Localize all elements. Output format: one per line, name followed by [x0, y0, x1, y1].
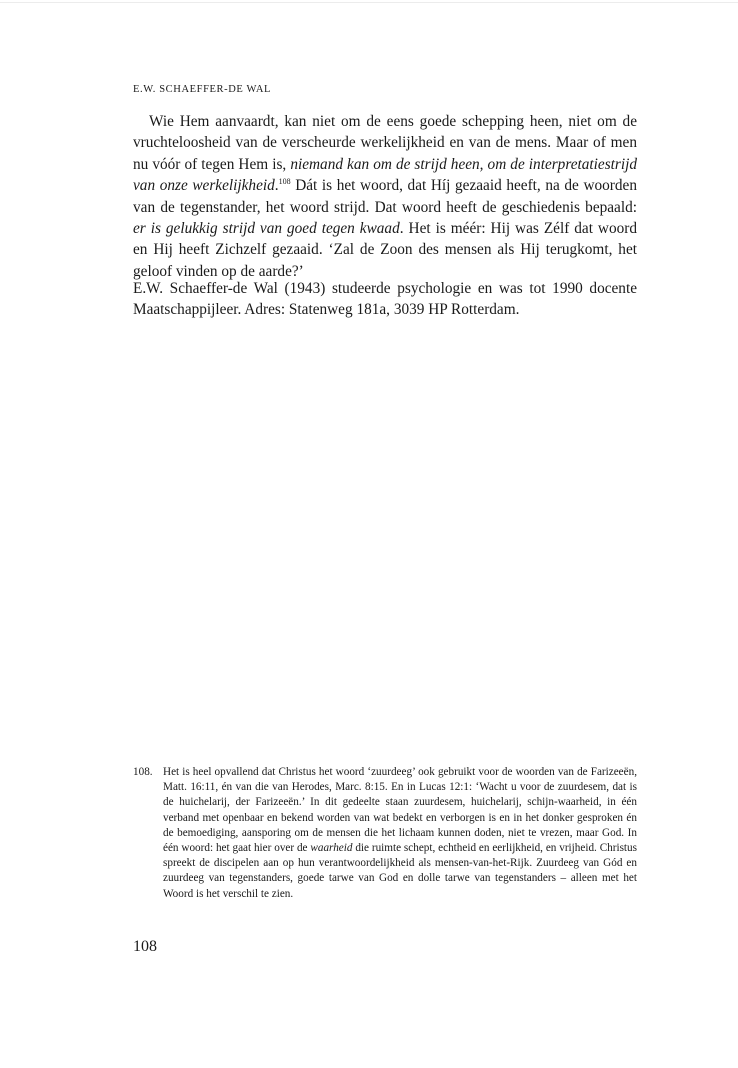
author-bio: E.W. Schaeffer-de Wal (1943) studeerde psychologie en was tot 1990 docente Maatschappijleer. Adres: Statenweg 181a, 3039 HP Rotterdam.: [133, 280, 637, 319]
body-text-2: .: [274, 177, 279, 195]
body-italic-1: niemand kan om de strijd heen, om de interpretatiestrijd van onze werkelijkheid: [133, 155, 637, 195]
top-rule: [0, 2, 738, 3]
body-text-4: . Het is méér: Hij was Zélf dat woord en Hij heeft Zichzelf gezaaid. ‘Zal de Zoon des mensen als Hij terugkomt, het geloof vinden op de aarde?’: [133, 220, 638, 280]
footnote-text: [163, 765, 637, 902]
body-italic-2: er is gelukkig strijd van goed tegen kwaad: [133, 220, 400, 238]
body-text-3: Dát is het woord, dat Híj gezaaid heeft, na de woorden van de tegenstander, het woord strijd. Dat woord heeft de geschiedenis bepaald:: [133, 177, 637, 216]
body-paragraph: [133, 111, 637, 282]
footnote-108: [133, 765, 637, 902]
page-number: 108: [133, 938, 157, 955]
footnote-text-2: die ruimte schept, echtheid en eerlijkheid, en vrijheid. Christus spreekt de discipelen aan op hun verantwoordelijkheid als mensen-van-het-Rijk. Zuurdeeg van Gód en zuurdeeg van tegenstanders, goede tarwe van God en dolle tarwe van tegenstanders – alleen met het Woord is het verschil te zien.: [163, 842, 637, 900]
footnote-reference[interactable]: 108: [278, 177, 291, 187]
footnote-number: 108.: [133, 766, 153, 778]
footnote-italic: waarheid: [310, 842, 353, 855]
footnote-text-1: Het is heel opvallend dat Christus het woord ‘zuurdeeg’ ook gebruikt voor de woorden van de Farizeeën, Matt. 16:11, én van die van Herodes, Marc. 8:15. En in Lucas 12:1: ‘Wacht u voor de zuurdesem, dat is de huichelarij, der Farizeeën.’ In dit gedeelte staan zuurdesem, huichelarij, schijn-waarheid, in één verband met openbaar en bekend worden van wat bedekt en verborgen is en in het donker gesproken én de bemoediging, aansporing om de mensen die het lichaam kunnen doden, niet te vrezen, maar God. In één woord: het gaat hier over de: [163, 766, 637, 855]
running-head: E.W. SCHAEFFER-DE WAL: [133, 84, 272, 95]
body-text-1: Wie Hem aanvaardt, kan niet om de eens goede schepping heen, niet om de vruchteloosheid van de verscheurde werkelijkheid en van de mens. Maar of men nu vóór of tegen Hem is,: [133, 113, 637, 173]
